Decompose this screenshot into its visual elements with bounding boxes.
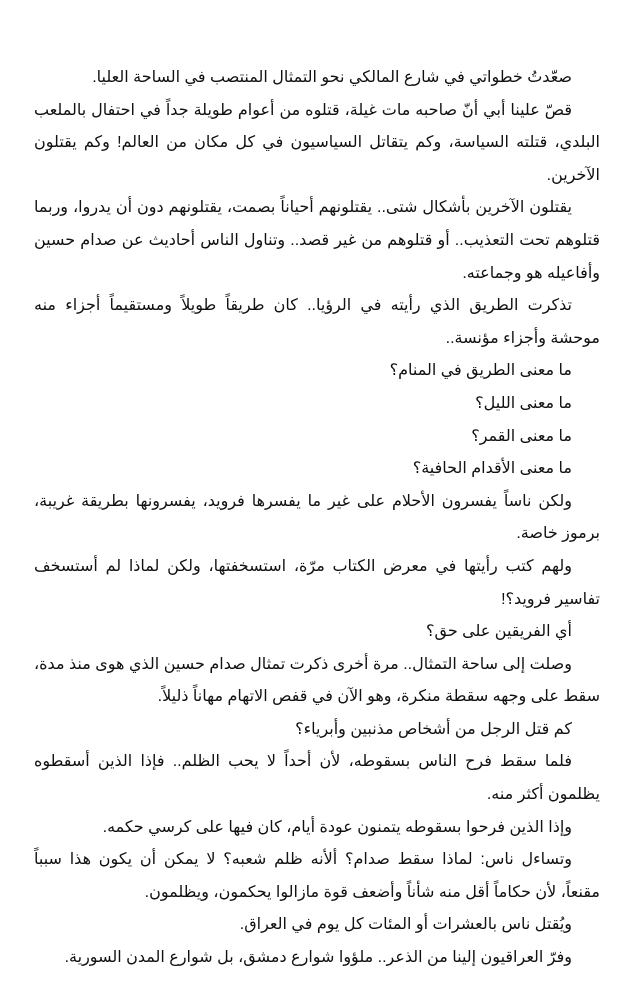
paragraph: ولهم كتب رأيتها في معرض الكتاب مرّة، استسخفتها، ولكن لماذا لم أستسخف تفاسير فرويد؟! — [34, 557, 600, 608]
paragraph: وإذا الذين فرحوا بسقوطه يتمنون عودة أيام، كان فيها على كرسي حكمه. — [102, 818, 572, 836]
paragraph: قصّ علينا أبي أنّ صاحبه مات غيلة، قتلوه من أعوام طويلة جداً في احتفال بالملعب البلدي، قتلته السياسة، وكم يتقاتل السياسيون في كل مكان من العالم! وكم يقتلون الآخرين. — [34, 101, 600, 184]
paragraph: وفرّ العراقيون إلينا من الذعر.. ملؤوا شوارع دمشق، بل شوارع المدن السورية. — [64, 949, 572, 967]
question-line: ما معنى القمر؟ — [471, 427, 572, 445]
paragraph: وتساءل ناس: لماذا سقط صدام؟ ألأنه ظلم شعبه؟ لا يمكن أن يكون هذا سبباً مقنعاً، لأن حكاماً أقل منه شأناً وأضعف قوة مازالوا يحكمون، ويظلمون. — [34, 851, 600, 901]
paragraph: ولكن ناساً يفسرون الأحلام على غير ما يفسرها فرويد، يفسرونها بطريقة غريبة، برموز خاصة. — [34, 492, 600, 543]
question-line: كم قتل الرجل من أشخاص مذنبين وأبرياء؟ — [295, 720, 572, 738]
paragraph: يقتلون الآخرين بأشكال شتى.. يقتلونهم أحياناً بصمت، يقتلونهم دون أن يدروا، وربما قتلوهم تحت التعذيب.. أو قتلوهم من غير قصد.. وتناول الناس أحاديث عن صدام حسين وأفاعيله هو وجماعته. — [34, 199, 600, 282]
question-line: ما معنى الطريق في المنام؟ — [389, 362, 572, 380]
paragraph: وصلت إلى ساحة التمثال.. مرة أخرى ذكرت تمثال صدام حسين الذي هوى منذ مدة، سقط على وجهه سقطة منكرة، وهو الآن في قفص الاتهام مهاناً ذليلاً. — [34, 655, 600, 706]
question-line: أي الفريقين على حق؟ — [425, 623, 572, 641]
paragraph: فلما سقط فرح الناس بسقوطه، لأن أحداً لا يحب الظلم.. فإذا الذين أسقطوه يظلمون أكثر منه. — [34, 753, 600, 804]
paragraph: ويُقتل ناس بالعشرات أو المئات كل يوم في العراق. — [239, 916, 572, 934]
question-line: ما معنى الليل؟ — [475, 394, 572, 412]
paragraph: صعّدتُ خطواتي في شارع المالكي نحو التمثال المنتصب في الساحة العليا. — [92, 69, 572, 86]
paragraph: تذكرت الطريق الذي رأيته في الرؤيا.. كان طريقاً طويلاً ومستقيماً أجزاء منه موحشة وأجزاء مؤنسة.. — [34, 297, 600, 347]
question-line: ما معنى الأقدام الحافية؟ — [412, 460, 572, 478]
